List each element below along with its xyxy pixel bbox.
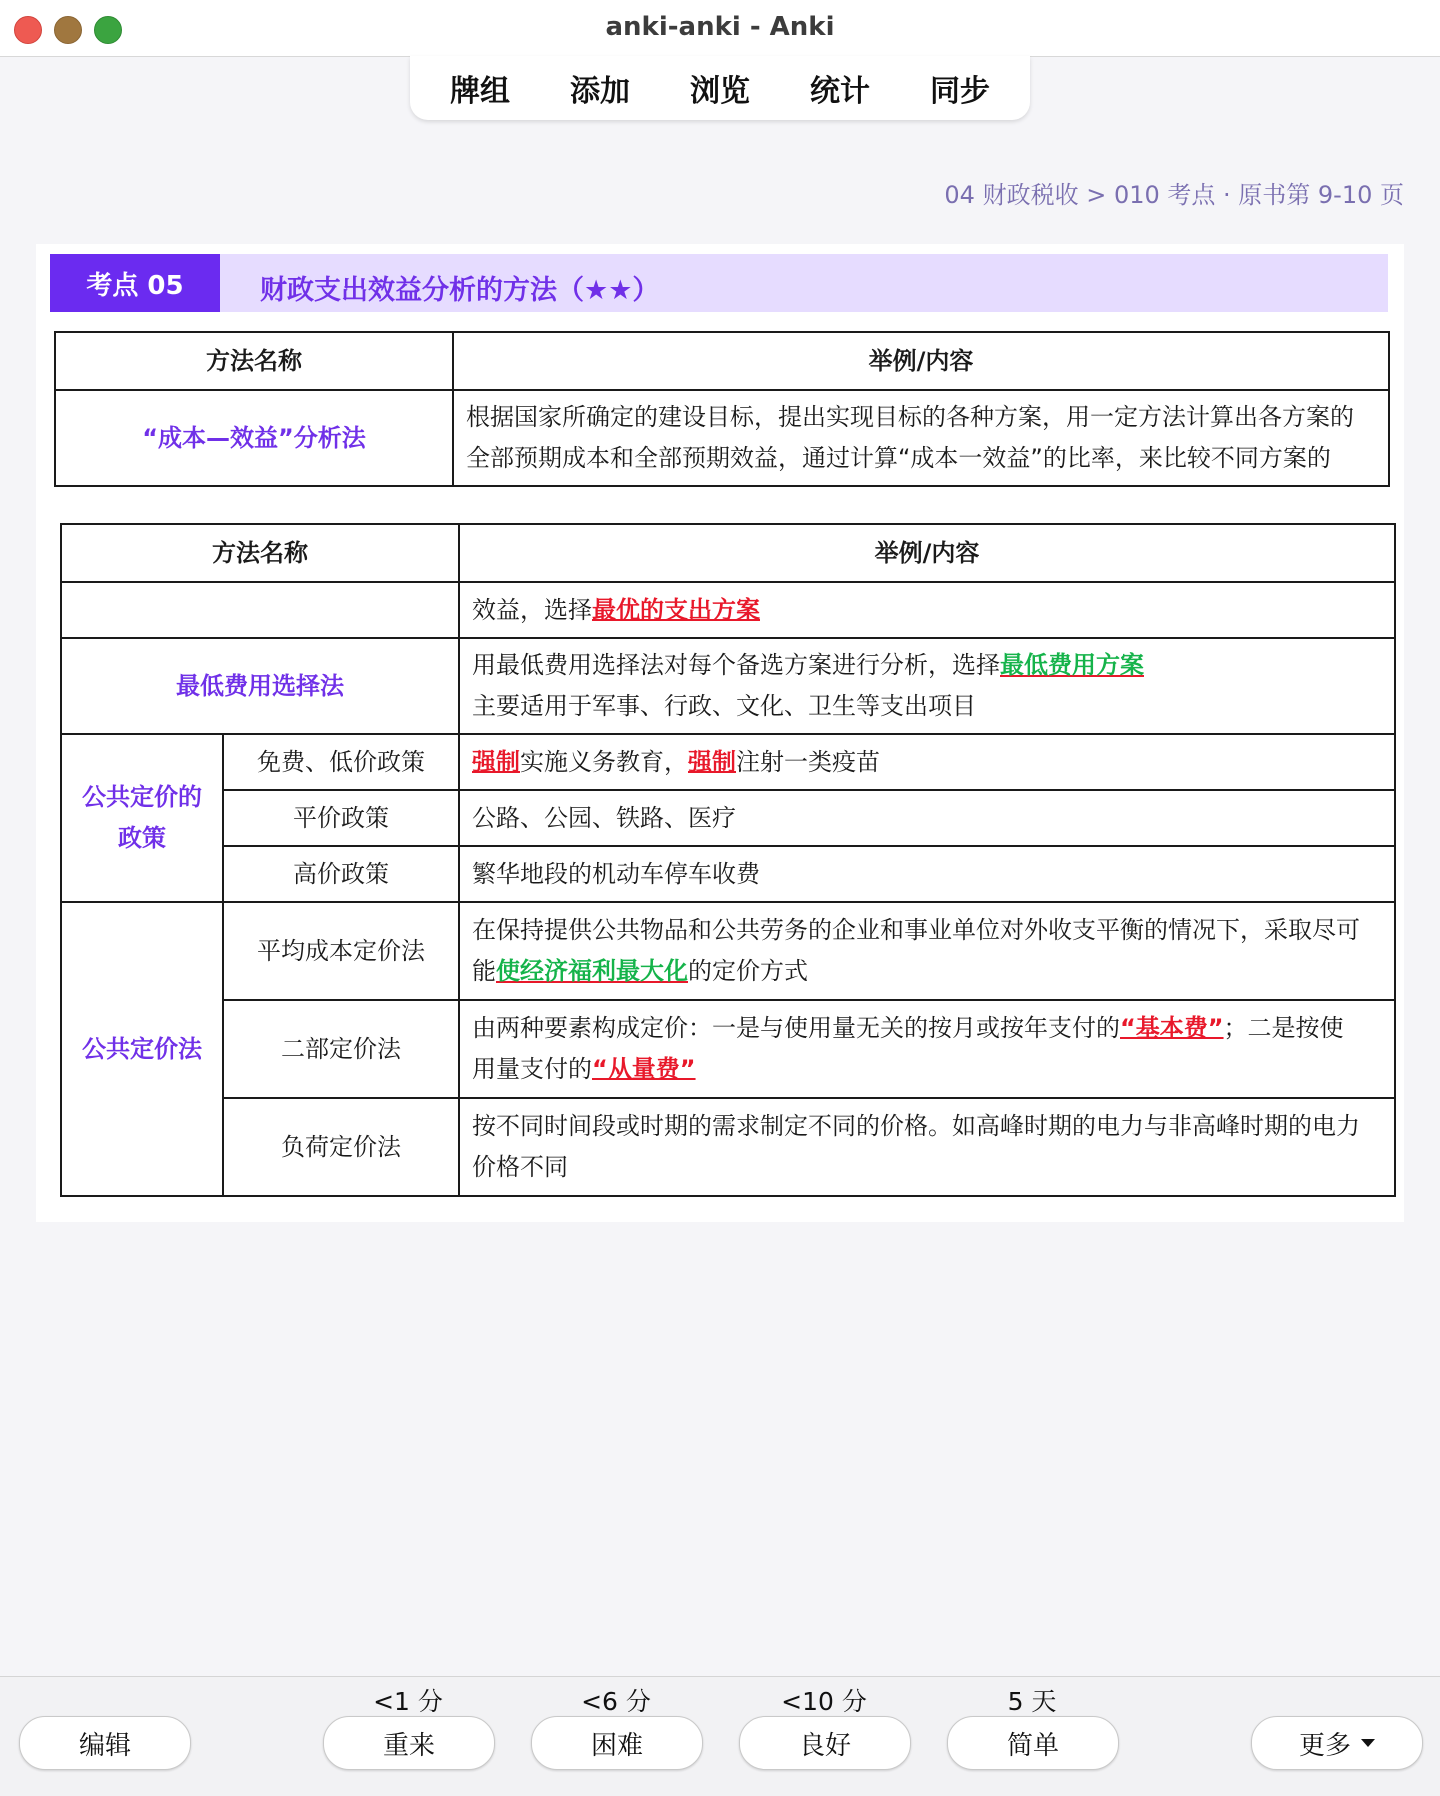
hard-button[interactable]: 困难 <box>531 1716 703 1770</box>
highlight-red: “基本费” <box>1120 1014 1224 1042</box>
content-line: 价格不同 <box>472 1153 568 1181</box>
more-label: 更多 <box>1298 1730 1351 1761</box>
table-upper <box>54 331 1390 487</box>
method-content: 繁华地段的机动车停车收费 <box>459 846 1395 902</box>
header-content: 举例/内容 <box>453 332 1389 390</box>
edit-button[interactable]: 编辑 <box>19 1716 191 1770</box>
content-text: 能 <box>472 957 496 985</box>
content-text: 由两种要素构成定价：一是与使用量无关的按月或按年支付的 <box>472 1014 1120 1042</box>
chevron-down-icon <box>1361 1739 1375 1747</box>
method-name: 二部定价法 <box>223 1000 459 1098</box>
table-row <box>61 734 1395 790</box>
highlight-red: “从量费” <box>592 1055 696 1083</box>
content-line <box>472 951 1382 992</box>
table-row <box>61 638 1395 734</box>
content-line <box>472 1049 1382 1090</box>
nav-decks[interactable]: 牌组 <box>450 74 510 109</box>
title-bar <box>0 0 1440 57</box>
group-name: 公共定价的政策 <box>61 734 223 902</box>
content-line: 全部预期成本和全部预期效益，通过计算“成本一效益”的比率，来比较不同方案的 <box>466 444 1331 472</box>
highlight-red: 强制 <box>472 747 520 776</box>
table-row <box>61 790 1395 846</box>
nav-browse[interactable]: 浏览 <box>690 74 750 109</box>
method-name: 负荷定价法 <box>223 1098 459 1196</box>
topic-header <box>50 254 1388 312</box>
content-text: 实施义务教育， <box>520 747 688 776</box>
content-text: 注射一类疫苗 <box>736 747 880 776</box>
table-header-row <box>55 332 1389 390</box>
content-text: ；二是按使 <box>1223 1014 1344 1042</box>
topic-title: 财政支出效益分析的方法（★★） <box>260 275 660 306</box>
content-line <box>472 1008 1382 1049</box>
method-name: 平均成本定价法 <box>223 902 459 1000</box>
table-header-row <box>61 524 1395 582</box>
method-name: 高价政策 <box>223 846 459 902</box>
table-row <box>61 1000 1395 1098</box>
method-content: 公路、公园、铁路、医疗 <box>459 790 1395 846</box>
hard-interval: <6 分 <box>581 1687 651 1716</box>
content-line: 主要适用于军事、行政、文化、卫生等支出项目 <box>472 692 976 720</box>
nav-sync[interactable]: 同步 <box>930 74 990 109</box>
header-method: 方法名称 <box>55 332 453 390</box>
method-content <box>459 734 1395 790</box>
method-content <box>459 1000 1395 1098</box>
method-name: “成本—效益”分析法 <box>55 390 453 486</box>
content-line: 按不同时间段或时期的需求制定不同的价格。如高峰时期的电力与非高峰时期的电力 <box>472 1112 1360 1140</box>
method-name: 最低费用选择法 <box>61 638 459 734</box>
review-bottom-bar <box>0 1676 1440 1796</box>
method-name <box>61 582 459 638</box>
easy-button[interactable]: 简单 <box>947 1716 1119 1770</box>
highlight-green: 使经济福利最大化 <box>496 957 688 985</box>
highlight-green: 最低费用方案 <box>1000 651 1144 679</box>
method-name: 平价政策 <box>223 790 459 846</box>
top-nav <box>410 56 1030 120</box>
good-interval: <10 分 <box>781 1687 867 1716</box>
header-method: 方法名称 <box>61 524 459 582</box>
content-text: 用最低费用选择法对每个备选方案进行分析，选择 <box>472 651 1000 679</box>
content-text: 的定价方式 <box>688 957 808 985</box>
again-interval: <1 分 <box>373 1687 443 1716</box>
topic-badge: 考点 05 <box>50 254 220 312</box>
method-name: 免费、低价政策 <box>223 734 459 790</box>
window-title: anki-anki - Anki <box>605 12 835 42</box>
content-line: 在保持提供公共物品和公共劳务的企业和事业单位对外收支平衡的情况下，采取尽可 <box>472 916 1360 944</box>
content-line <box>472 645 1382 686</box>
flashcard <box>36 244 1404 1222</box>
table-row <box>55 390 1389 486</box>
method-content <box>459 582 1395 638</box>
more-button[interactable] <box>1251 1716 1423 1770</box>
page-cut-divider <box>50 498 200 504</box>
good-button[interactable]: 良好 <box>739 1716 911 1770</box>
table-lower <box>60 523 1396 1197</box>
method-content <box>459 902 1395 1000</box>
nav-stats[interactable]: 统计 <box>810 74 870 109</box>
group-name: 公共定价法 <box>61 902 223 1196</box>
table-row <box>61 902 1395 1000</box>
breadcrumb: 04 财政税收 > 010 考点 · 原书第 9-10 页 <box>944 181 1404 209</box>
content-line: 根据国家所确定的建设目标，提出实现目标的各种方案，用一定方法计算出各方案的 <box>466 403 1354 431</box>
highlight-red: 最优的支出方案 <box>592 595 760 624</box>
again-button[interactable]: 重来 <box>323 1716 495 1770</box>
highlight-red: 强制 <box>688 747 736 776</box>
table-row <box>61 1098 1395 1196</box>
header-content: 举例/内容 <box>459 524 1395 582</box>
table-row <box>61 582 1395 638</box>
method-content <box>453 390 1389 486</box>
content-text: 用量支付的 <box>472 1055 592 1083</box>
method-content <box>459 638 1395 734</box>
nav-add[interactable]: 添加 <box>570 74 630 109</box>
content-text: 效益，选择 <box>472 595 592 624</box>
table-row <box>61 846 1395 902</box>
easy-interval: 5 天 <box>1007 1687 1057 1716</box>
method-content <box>459 1098 1395 1196</box>
